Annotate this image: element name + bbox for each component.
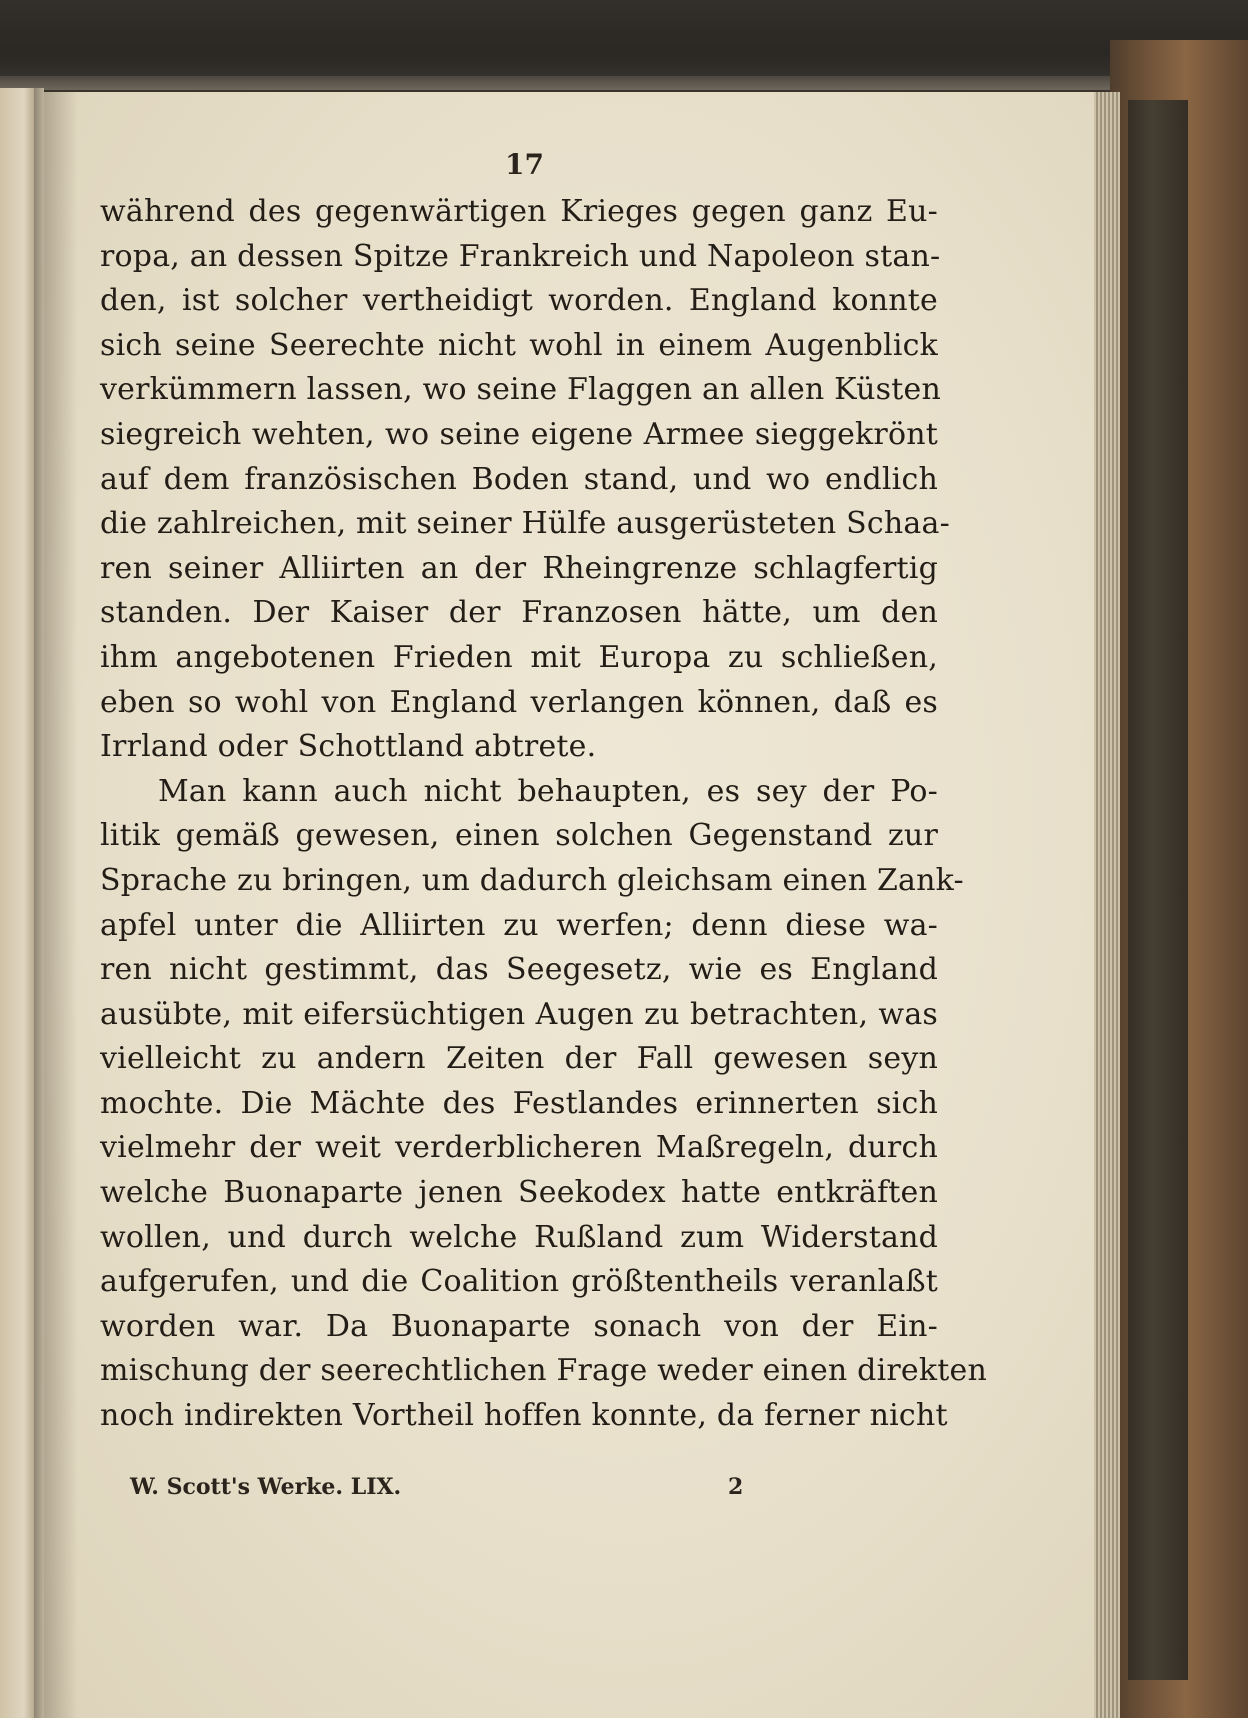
footer-signature: W. Scott's Werke. LIX. — [130, 1474, 402, 1500]
text-line: apfel unter die Alliirten zu werfen; denn diese wa- — [100, 907, 938, 943]
text-line: sich seine Seerechte nicht wohl in einem Augenblick — [100, 327, 938, 363]
text-line: eben so wohl von England verlangen können, daß es — [100, 684, 938, 720]
text-line: standen. Der Kaiser der Franzosen hätte, um den — [100, 595, 938, 631]
text-line: ihm angebotenen Frieden mit Europa zu schließen, — [100, 639, 938, 675]
text-line: litik gemäß gewesen, einen solchen Gegenstand zur — [100, 818, 938, 854]
text-line: ren seiner Alliirten an der Rheingrenze schlagfertig — [100, 550, 938, 586]
book-top-edge — [0, 0, 1248, 90]
text-line: Irrland oder Schottland abtrete. — [100, 729, 597, 765]
text-line: vielmehr der weit verderblicheren Maßregeln, durch — [100, 1130, 938, 1166]
text-line: wollen, und durch welche Rußland zum Widerstand — [100, 1219, 938, 1255]
text-line: Sprache zu bringen, um dadurch gleichsam einen Zank- — [100, 862, 964, 898]
text-line: worden war. Da Buonaparte sonach von der Ein- — [100, 1308, 938, 1344]
text-line: die zahlreichen, mit seiner Hülfe ausgerüsteten Schaa- — [100, 506, 950, 542]
text-line: während des gegenwärtigen Krieges gegen ganz Eu- — [100, 194, 938, 229]
text-line: Man kann auch nicht behaupten, es sey der Po- — [158, 773, 938, 809]
page-edges — [1090, 92, 1120, 1718]
text-line: aufgerufen, und die Coalition größtentheils veranlaßt — [100, 1264, 938, 1300]
text-line: den, ist solcher vertheidigt worden. England konnte — [100, 283, 938, 319]
text-line: noch indirekten Vortheil hoffen konnte, da ferner nicht — [100, 1398, 948, 1434]
page-footer — [130, 1474, 750, 1508]
text-line: ausübte, mit eifersüchtigen Augen zu betrachten, was — [100, 996, 938, 1032]
text-line: mochte. Die Mächte des Festlandes erinnerten sich — [100, 1085, 938, 1121]
page-number: 17 — [505, 148, 544, 181]
text-line: ropa, an dessen Spitze Frankreich und Napoleon stan- — [100, 238, 941, 274]
footer-sheet-mark: 2 — [728, 1474, 744, 1500]
text-line: vielleicht zu andern Zeiten der Fall gewesen seyn — [100, 1041, 938, 1077]
text-line: siegreich wehten, wo seine eigene Armee sieggekrönt — [100, 416, 938, 452]
text-line: ren nicht gestimmt, das Seegesetz, wie es England — [100, 952, 938, 988]
book-gutter — [34, 88, 44, 1718]
text-line: welche Buonaparte jenen Seekodex hatte entkräften — [100, 1175, 938, 1211]
body-text — [100, 190, 987, 1439]
text-line: verkümmern lassen, wo seine Flaggen an allen Küsten — [100, 372, 941, 408]
text-line: auf dem französischen Boden stand, und wo endlich — [100, 461, 938, 497]
text-line: mischung der seerechtlichen Frage weder einen direkten — [100, 1353, 987, 1389]
book-cover — [1110, 40, 1248, 1718]
left-page-edge — [0, 88, 34, 1718]
